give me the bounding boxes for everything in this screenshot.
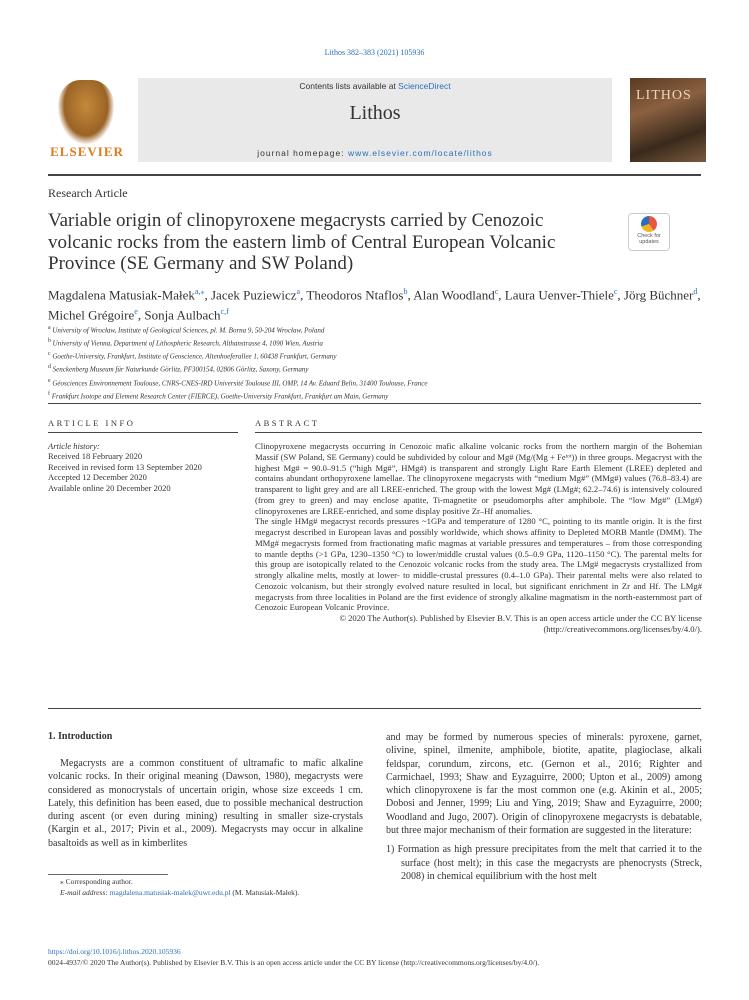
- section-heading: 1. Introduction: [48, 731, 113, 742]
- article-title: Variable origin of clinopyroxene megacrysts carried by Cenozoic volcanic rocks from the eastern limb of Central European Volcanic Province (SE Germany and SW Poland): [48, 210, 556, 274]
- email-suffix: (M. Matusiak-Małek).: [230, 887, 300, 897]
- abstract-heading: ABSTRACT: [255, 418, 320, 428]
- affiliation-item: [48, 336, 708, 349]
- intro-left-column: [48, 757, 363, 850]
- check-badge-label: Check for updates: [637, 233, 661, 245]
- author-affiliation-marker[interactable]: e: [134, 307, 138, 317]
- intro-paragraph-continued: and may be formed by numerous species of minerals: pyroxene, garnet, olivine, spinel, ilmenite, amphibole, biotite, apatite, plagioclase, alkali feldspar, corundum, zircons, etc. (Gernon et al., 2016; Righter and Carmichael, 1993; Shaw and Eyzaguirre, 2000; Upton et al., 2009) among which clinopyroxene is far the most common one (e.g. Akinin et al., 2005; Dobosi and Jenner, 1999; Liu and Ying, 2019; Shaw and Eyzaguirre, 2000; Woodland and Jugo, 2007). Origin of clinopyroxene megacrysts is debatable, but three major mechanism of their formation are suggested in the literature:: [386, 732, 702, 837]
- header-divider: [48, 174, 701, 176]
- info-divider: [48, 403, 701, 404]
- abstract-rule: [255, 432, 702, 433]
- tree-icon: [58, 80, 114, 144]
- history-item: Available online 20 December 2020: [48, 482, 171, 493]
- abstract-bottom-divider: [48, 708, 701, 709]
- journal-masthead: [48, 78, 706, 168]
- affiliation-text: Senckenberg Museum für Naturkunde Görlitz, PF300154, 02806 Görlitz, Saxony, Germany: [52, 365, 309, 374]
- author-affiliation-marker[interactable]: c,f: [220, 307, 229, 317]
- author-affiliation-marker[interactable]: d: [693, 287, 698, 296]
- corresponding-author-footnote: [48, 877, 368, 898]
- affiliation-marker: d: [48, 364, 51, 371]
- crossmark-icon: [641, 216, 657, 232]
- affiliation-text: Géosciences Environnement Toulouse, CNRS-CNES-IRD Université Toulouse III, OMP, 14 Av. Eduard Belin, 31400 Toulouse, France: [52, 378, 428, 387]
- affiliation-marker: f: [48, 390, 50, 397]
- author-name[interactable]: Alan Woodland: [413, 287, 495, 303]
- license-line: 0024-4937/© 2020 The Author(s). Published by Elsevier B.V. This is an open access article under the CC BY license (http://creativecommons.org/licenses/by/4.0/).: [48, 957, 540, 967]
- contents-line: [138, 81, 612, 91]
- corresponding-label: ⁎ Corresponding author.: [60, 877, 133, 886]
- author-affiliation-marker[interactable]: a: [296, 287, 301, 296]
- affiliation-marker: b: [48, 338, 51, 345]
- journal-name: Lithos: [349, 102, 401, 124]
- homepage-link[interactable]: www.elsevier.com/locate/lithos: [347, 148, 493, 158]
- doi-link[interactable]: https://doi.org/10.1016/j.lithos.2020.105936: [48, 947, 181, 956]
- affiliation-text: University of Wrocław, Institute of Geological Sciences, pl. M. Borna 9, 50-204 Wrocław, Poland: [52, 326, 325, 335]
- affiliation-marker: a: [48, 325, 51, 331]
- author-name[interactable]: Laura Uenver-Thiele: [504, 287, 614, 303]
- mechanism-list-item: 1) Formation as high pressure precipitates from the melt that carried it to the surface (host melt); in this case the megacrysts are phenocrysts (Streck, 2008) in chemical equilibrium with the host melt: [386, 844, 702, 882]
- footnote-divider: [48, 874, 168, 875]
- abstract-copyright: © 2020 The Author(s). Published by Elsevier B.V. This is an open access article under the CC BY license (http://creativecommons.org/licenses/by/4.0/).: [339, 613, 702, 634]
- affiliation-item: [48, 362, 708, 375]
- intro-paragraph: Megacrysts are a common constituent of ultramafic to mafic alkaline volcanic rocks. In their original meaning (Dawson, 1980), megacrysts were considered as monocrystals of uncertain origin, whose size exceeds 1 cm. Lately, this definition has been eased, due to possible mechanical destruction during ascent (or even during mining) resulting in smaller size-crystals (Kargin et al., 2017; Pivin et al., 2009). Megacrysts may occur in alkaline basaltoids as well as in kimberlites: [48, 758, 363, 849]
- author-affiliation-marker[interactable]: a,⁎: [194, 287, 205, 296]
- author-name[interactable]: Theodoros Ntaflos: [306, 287, 404, 303]
- author-affiliation-marker[interactable]: c: [613, 287, 618, 296]
- email-link[interactable]: magdalena.matusiak-malek@uwr.edu.pl: [109, 887, 231, 897]
- email-label: E-mail address:: [60, 887, 110, 897]
- journal-citation[interactable]: Lithos 382–383 (2021) 105936: [324, 48, 425, 57]
- affiliation-item: [48, 349, 708, 362]
- check-for-updates-button[interactable]: [628, 213, 670, 251]
- sciencedirect-link[interactable]: ScienceDirect: [398, 81, 451, 91]
- affiliation-item: [48, 389, 708, 402]
- intro-right-column: [386, 731, 702, 883]
- author-affiliation-marker[interactable]: c: [494, 287, 499, 296]
- author-affiliation-marker[interactable]: b: [403, 287, 408, 296]
- article-history: [48, 441, 238, 493]
- publisher-logo-text: ELSEVIER: [50, 144, 124, 159]
- history-item: Received in revised form 13 September 2020: [48, 461, 202, 472]
- abstract-paragraph: The single HMg# megacryst records pressures ~1GPa and temperature of 1280 °C, pointing to its mantle origin. It is the first megacryst described in European lavas and possibly worldwide, which shows affinity to Depleted MORB Mantle (DMM). The MMg# megacrysts formed from fractionating mafic magmas at variable pressures and temperatures – from those corresponding to mantle depths (>1 GPa, 1230–1350 °C) to lower/middle crustal values (0.5–0.9 GPa, 1120–1150 °C). The parental melts for this group are isotopically related to the Cenozoic volcanic rocks from the study area. The LMg# megacrysts crystallized from strongly alkaline melts, mostly at lower- to middle-crustal pressures (0.4–1.0 GPa). Their parental melts were also related to Cenozoic volcanism, but their strongly evolved nature resulted in local, but significant enrichment in Zr and Hf. The LMg# megacrysts from three localities in Poland are the first evidence of strongly alkaline magmatism in the north-easternmost part of Cenozoic European Volcanic Province.: [255, 516, 702, 613]
- contents-prefix: Contents lists available at: [299, 81, 399, 91]
- article-type: Research Article: [48, 186, 128, 200]
- cover-title: LITHOS: [636, 88, 692, 103]
- journal-cover-image[interactable]: [630, 78, 706, 162]
- history-item: Accepted 12 December 2020: [48, 472, 147, 483]
- abstract-paragraph: Clinopyroxene megacrysts occurring in Cenozoic mafic alkaline volcanic rocks from the northern margin of the Bohemian Massif (SW Poland, SE Germany) could be subdivided by colour and Mg# (Mg/(Mg + Feᵗᵒᵗ)) in three groups. Megacryst with the highest Mg# = 90.0–91.5 (“high Mg#”, HMg#) is transparent and strongly Light Rare Earth Element (LREE) depleted and contains abundant orthopyroxene lamellae. The clinopyroxene megacrysts with “medium Mg#” (MMg#) values (76.8–83.4) are transparent to light grey and are all LREE-enriched. The group with the lowest Mg# (LMg#; 62.2–74.6) is intensively coloured (from grey to green) and may enclose apatite, Ti-magnetite or pseudomorphs after amphibole. The “low Mg#” (LMg#) clinopyroxenes are LREE-enriched, and some display positive Zr–Hf anomalies.: [255, 441, 702, 516]
- elsevier-logo: [48, 78, 126, 162]
- article-info-heading: ARTICLE INFO: [48, 418, 136, 428]
- affiliation-text: University of Vienna, Department of Lithospheric Research, Althanstrasse 4, 1090 Wien, Austria: [52, 339, 323, 348]
- author-name[interactable]: Jacek Puziewicz: [211, 287, 297, 303]
- homepage-prefix: journal homepage:: [257, 148, 348, 158]
- affiliation-item: [48, 376, 708, 389]
- affiliation-marker: c: [48, 351, 51, 358]
- affiliation-marker: e: [48, 377, 51, 384]
- abstract-body: [255, 441, 702, 635]
- author-name[interactable]: Magdalena Matusiak-Małek: [48, 287, 195, 303]
- author-name[interactable]: Jörg Büchner: [623, 287, 694, 303]
- homepage-line: [138, 148, 612, 158]
- page-footer: [48, 947, 708, 968]
- masthead-banner: [138, 78, 612, 162]
- history-item: Received 18 February 2020: [48, 451, 143, 462]
- affiliation-text: Goethe-University, Frankfurt, Institute of Geoscience, Altenhoeferallee 1, 60438 Frankfurt, Germany: [52, 352, 337, 361]
- affiliation-item: [48, 323, 708, 336]
- history-label: Article history:: [48, 441, 100, 451]
- affiliation-list: [48, 323, 708, 402]
- email-line: [48, 888, 368, 899]
- author-name[interactable]: Michel Grégoire: [48, 307, 135, 323]
- author-name[interactable]: Sonja Aulbach: [144, 307, 221, 323]
- author-list: Magdalena Matusiak-Małek$^{a,⁎}$, Jacek Puziewicz$^a$, Theodoros Ntaflos$^b$, Alan Woodland$^c$, Laura Uenver-Thiele$^c$, Jörg Büchner$^d$, Michel Grégoire$^e$, Sonja Aulbach$^{c,f}$: [48, 287, 701, 323]
- affiliation-text: Frankfurt Isotope and Element Research Center (FIERCE), Goethe-University Frankfurt, Frankfurt am Main, Germany: [51, 391, 389, 400]
- article-info-rule: [48, 432, 238, 433]
